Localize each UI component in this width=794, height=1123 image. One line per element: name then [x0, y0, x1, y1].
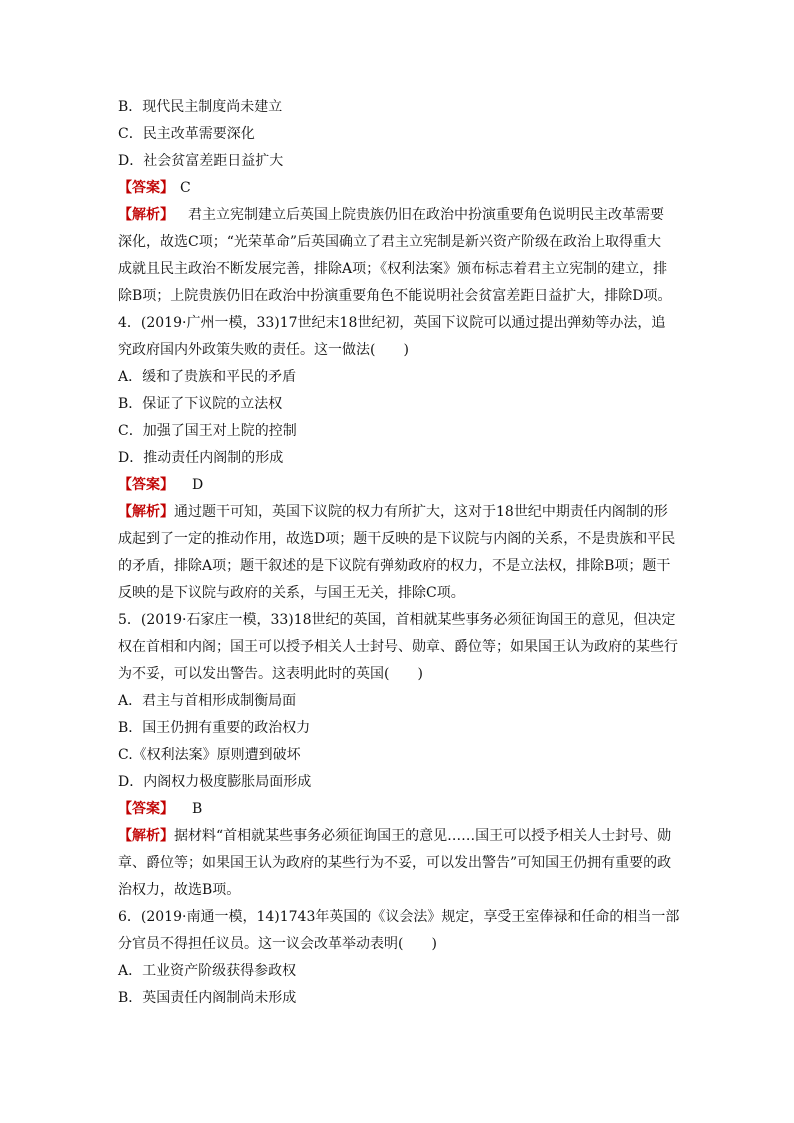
q5-stem-line-3: 为不妥，可以发出警告。这表明此时的英国( )	[118, 666, 423, 682]
q6-option-b: B．英国责任内阁制尚未形成	[118, 990, 297, 1006]
analysis-text: 通过题干可知，英国下议院的权力有所扩大，这对于18世纪中期责任内阁制的形	[174, 504, 668, 520]
q5-analysis-line-3: 治权力，故选B项。	[118, 882, 241, 898]
q4-analysis-line-4: 反映的是下议院与政府的关系，与国王无关，排除C项。	[118, 585, 465, 601]
answer-value: C	[180, 180, 191, 196]
answer-label: 【答案】	[118, 477, 174, 493]
q6-stem-line-2: 分官员不得担任议员。这一议会改革举动表明( )	[118, 936, 437, 952]
q4-option-d: D．推动责任内阁制的形成	[118, 450, 284, 466]
q5-option-b: B．国王仍拥有重要的政治权力	[118, 720, 311, 736]
analysis-label: 【解析】	[118, 504, 174, 520]
q5-option-a: A．君主与首相形成制衡局面	[118, 693, 297, 709]
analysis-label: 【解析】	[118, 207, 174, 223]
q5-stem-line-2: 权在首相和内阁；国王可以授予相关人士封号、勋章、爵位等；如果国王认为政府的某些行	[118, 639, 678, 655]
q6-option-a: A．工业资产阶级获得参政权	[118, 963, 297, 979]
q3-answer	[118, 175, 684, 202]
q5-option-d: D．内阁权力极度膨胀局面形成	[118, 774, 312, 790]
analysis-label: 【解析】	[118, 828, 174, 844]
q3-analysis-line-4: 除B项；上院贵族仍旧在政治中扮演重要角色不能说明社会贫富差距日益扩大，排除D项。	[118, 288, 672, 304]
q4-stem-line-1: 4．(2019·广州一模，33)17世纪末18世纪初，英国下议院可以通过提出弹劾等办法，追	[118, 315, 666, 331]
page-content	[118, 94, 684, 1012]
q4-option-c: C．加强了国王对上院的控制	[118, 423, 297, 439]
answer-value: D	[192, 477, 204, 493]
q6-stem-line-1: 6．(2019·南通一模，14)1743年英国的《议会法》规定，享受王室俸禄和任命的相当一部	[118, 909, 680, 925]
q4-answer	[118, 472, 684, 499]
q3-option-b: B．现代民主制度尚未建立	[118, 99, 283, 115]
q3-analysis-line-3: 成就且民主政治不断发展完善，排除A项；《权利法案》颁布标志着君主立宪制的建立，排	[118, 261, 668, 277]
q3-option-c: C．民主改革需要深化	[118, 126, 255, 142]
answer-value: B	[192, 801, 203, 817]
q4-analysis-line-2: 成起到了一定的推动作用，故选D项；题干反映的是下议院与内阁的关系，不是贵族和平民	[118, 531, 676, 547]
q5-stem-line-1: 5．(2019·石家庄一模，33)18世纪的英国，首相就某些事务必须征询国王的意见，但决定	[118, 612, 676, 628]
q4-analysis-line-3: 的矛盾，排除A项；题干叙述的是下议院有弹劾政府的权力，不是立法权，排除B项；题干	[118, 558, 671, 574]
q5-analysis-line-2: 章、爵位等；如果国王认为政府的某些行为不妥，可以发出警告”可知国王仍拥有重要的政	[118, 855, 672, 871]
q5-option-c: C.《权利法案》原则遭到破坏	[118, 747, 301, 763]
q4-option-b: B．保证了下议院的立法权	[118, 396, 283, 412]
analysis-text: 君主立宪制建立后英国上院贵族仍旧在政治中扮演重要角色说明民主改革需要	[188, 207, 664, 223]
q5-analysis-line-1	[118, 823, 684, 850]
q5-answer	[118, 796, 684, 823]
q4-analysis-line-1	[118, 499, 684, 526]
q3-option-d: D．社会贫富差距日益扩大	[118, 153, 284, 169]
answer-label: 【答案】	[118, 180, 174, 196]
analysis-text: 据材料“首相就某些事务必须征询国王的意见……国王可以授予相关人士封号、勋	[174, 828, 672, 844]
q3-analysis-line-1	[118, 202, 684, 229]
answer-label: 【答案】	[118, 801, 174, 817]
q4-option-a: A．缓和了贵族和平民的矛盾	[118, 369, 297, 385]
q4-stem-line-2: 究政府国内外政策失败的责任。这一做法( )	[118, 342, 409, 358]
q3-analysis-line-2: 深化，故选C项；“光荣革命”后英国确立了君主立宪制是新兴资产阶级在政治上取得重大	[118, 234, 662, 250]
